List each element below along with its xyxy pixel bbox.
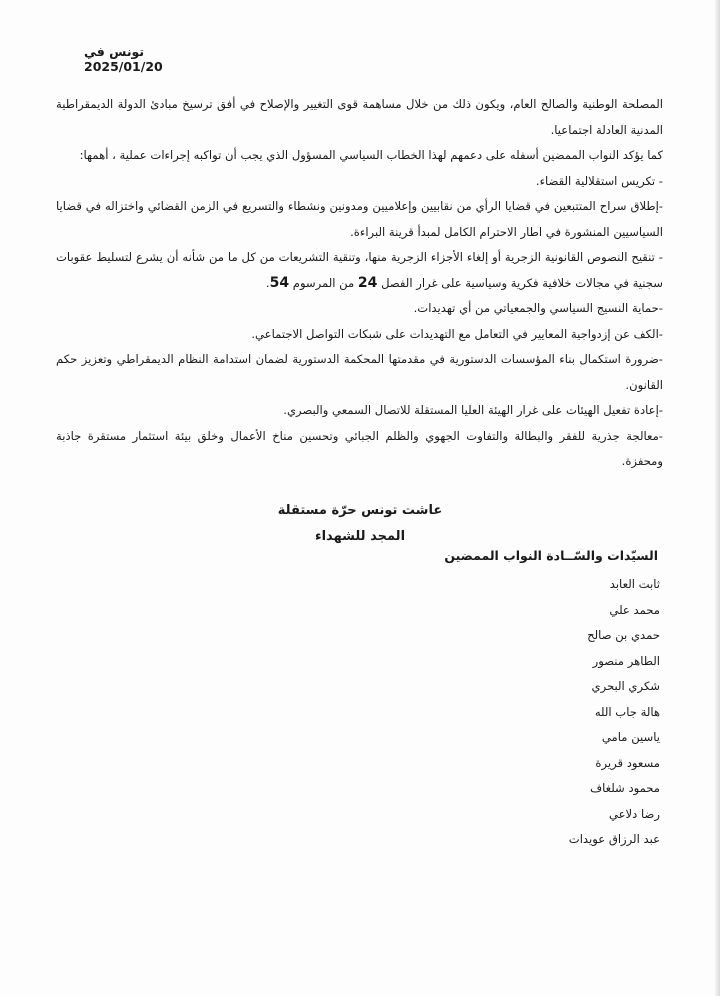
closing-slogans: [240, 498, 480, 550]
signatory-name: مسعود قريرة: [595, 755, 660, 770]
closing-line-tunisia: عاشت تونس حرّة مستقلة: [277, 503, 443, 518]
demand-stop-double-standards: -الكف عن إزدواجية المعايير في التعامل مع التهديدات على شبكات التواصل الاجتماعي.: [251, 326, 663, 341]
demand-economic-reform: -معالجة جذرية للفقر والبطالة والتفاوت الجهوي والظلم الجبائي وتحسين مناخ الأعمال وخلق بيئة استثمار مستقرة جاذبة ومحفزة.: [56, 428, 663, 468]
page-edge-shadow: [714, 0, 720, 996]
demand-constitutional-institutions: -ضرورة استكمال بناء المؤسسات الدستورية في مقدمتها المحكمة الدستورية لضمان استدامة النظام الديمقراطي وتعزيز حكم القانون.: [56, 352, 663, 392]
paragraph-support: كما يؤكد النواب الممضين أسفله على دعمهم لهذا الخطاب السياسي المسؤول الذي يجب أن تواكبه إجراءات عملية ، أهمها:: [79, 148, 663, 162]
signatory-name: هالة جاب الله: [594, 704, 660, 719]
signatories-title: السيّدات والسّــادة النواب الممضين: [444, 548, 658, 563]
document-date: تونس في 2025/01/20: [84, 44, 163, 74]
signatory-name: شكري البحري: [591, 679, 660, 693]
paragraph-intro: المصلحة الوطنية والصالح العام، ويكون ذلك من خلال مساهمة قوى التغيير والإصلاح في أفق ترسيخ مبادئ الدولة الديمقراطية المدنية العادلة اجتماعيا.: [56, 97, 663, 137]
signatory-name: حمدي بن صالح: [587, 628, 660, 642]
demand-release-detainees: -إطلاق سراح المتتبعين في قضايا الرأي من نقابيين وإعلاميين ومدونين ونشطاء والتسريع في الزمن القضائي واختزاله في قضايا السياسيين المنشورة في اطار الاحترام الكامل لمبدأ قرينة البراءة.: [56, 199, 663, 239]
document-body: [56, 92, 663, 475]
signatory-name: رضا دلاعي: [608, 806, 660, 821]
closing-line-martyrs: المجد للشهداء: [314, 529, 406, 544]
signatory-name: محمد علي: [609, 602, 660, 617]
signatory-name: ثابت العابد: [609, 577, 660, 591]
decree-end: .: [265, 275, 270, 290]
signatory-name: ياسين مامي: [601, 730, 660, 744]
demand-judicial-independence: - تكريس استقلالية القضاء.: [535, 173, 663, 188]
demand-protect-civil-society: -حماية النسيج السياسي والجمعياتي من أي تهديدات.: [413, 301, 663, 315]
signatory-name: محمود شلغاف: [590, 781, 660, 795]
signatory-name: الطاهر منصور: [592, 653, 660, 668]
demand-reactivate-bodies: -إعادة تفعيل الهيئات على غرار الهيئة العليا المستقلة للاتصال السمعي والبصري.: [283, 403, 663, 417]
decree-number: 54: [269, 274, 290, 291]
signatory-name: عبد الرزاق عويدات: [568, 832, 660, 846]
demand-revise-laws: [56, 245, 663, 296]
signatories-list: [360, 572, 660, 853]
article-number: 24: [357, 274, 378, 291]
demand-revise-laws-text: - تنقيح النصوص القانونية الزجرية أو إلغاء الأجزاء الزجرية منها، وتنقية التشريعات من كل ما من شأنه أن يشرع لتسليط عقوبات سجنية في مجالات خلافية فكرية وسياسية على غرار الفصل: [56, 250, 663, 290]
decree-label: من المرسوم: [292, 275, 355, 290]
